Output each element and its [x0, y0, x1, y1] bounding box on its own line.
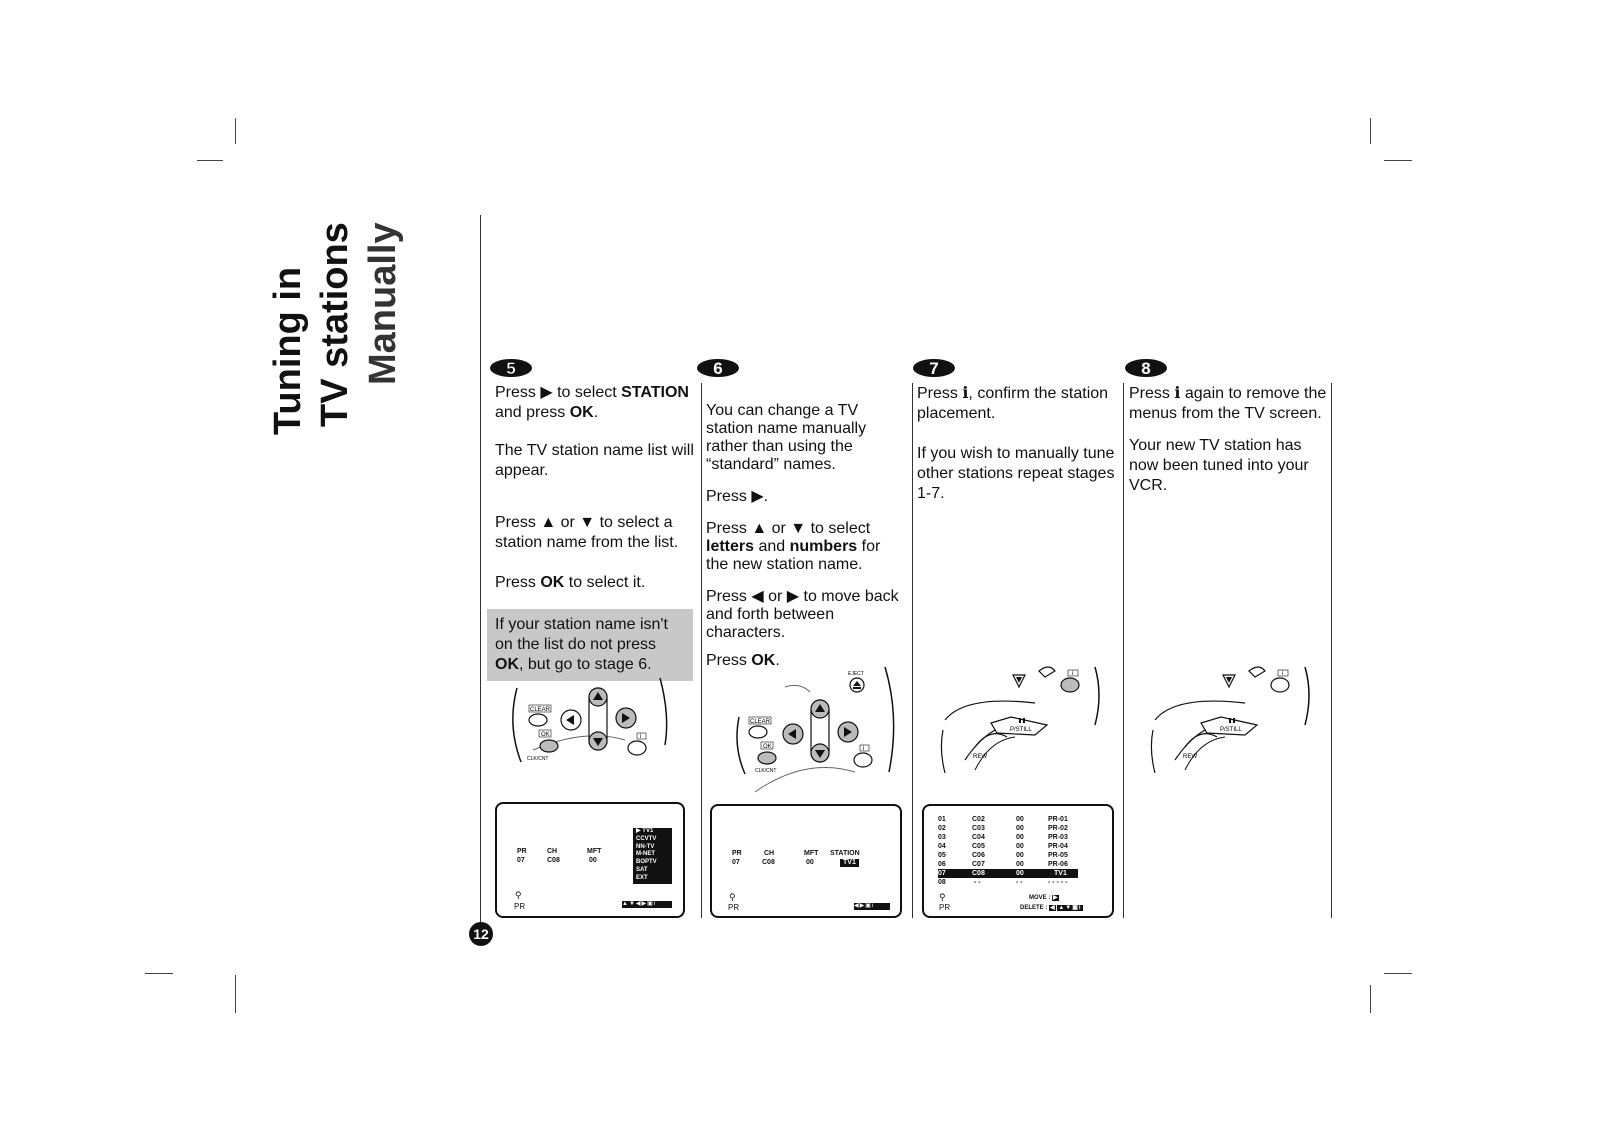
step-7-badge [913, 358, 955, 378]
svg-text:6: 6 [713, 359, 723, 378]
step-5-paragraph: Press OK to select it. [495, 574, 646, 591]
page-number: 12 [469, 922, 493, 946]
step-8-badge [1125, 358, 1167, 378]
svg-text:P/STILL: P/STILL [1010, 727, 1032, 733]
step-6-paragraph: Press ▲ or ▼ to select letters and numbers for the new station name. [706, 520, 881, 573]
station-name-list: ▶ TV1 CCVTV NN-TV M-NET BOPTV SAT EXT [633, 828, 672, 884]
table-row: 02 C03 00 PR-02 [938, 825, 1068, 832]
crop-mark [1384, 160, 1412, 161]
svg-text:OK: OK [763, 744, 772, 750]
step-7-text [917, 383, 1117, 522]
step-5-note: If your station name isn't on the list do not press OK, but go to stage 6. [487, 609, 693, 681]
remote-control-illustration [1145, 665, 1315, 780]
table-row: 03 C04 00 PR-03 [938, 834, 1068, 841]
svg-text:REW: REW [1183, 754, 1197, 760]
column-divider [1123, 383, 1124, 918]
svg-text:P/STILL: P/STILL [1220, 727, 1242, 733]
svg-text:7: 7 [929, 359, 939, 378]
svg-text:EJECT: EJECT [848, 671, 864, 677]
crop-mark [235, 975, 236, 1013]
antenna-icon: ⚲ [939, 892, 946, 902]
svg-text:REW: REW [973, 754, 987, 760]
step-6-badge [697, 358, 739, 378]
svg-text:OK: OK [541, 732, 550, 738]
svg-text:CLK/CNT: CLK/CNT [755, 768, 777, 774]
title-line-3: Manually [362, 222, 404, 385]
tv-screen-step-7: 01 C02 00 PR-01 02 C03 00 PR-02 03 C04 00 PR-03 04 C05 00 PR-04 05 C06 00 PR-05 06 C07 00 PR-06 07 C08 00 TV1 08 - - - - - - - - - ⚲ PR MOVE : ▶ DELETE : ◀ ▲▼▣i [922, 804, 1114, 918]
step-8-text [1129, 383, 1333, 514]
step-6-paragraph: Press ▶. [706, 488, 769, 505]
station-table [938, 815, 1078, 887]
table-row: 06 C07 00 PR-06 [938, 861, 1068, 868]
step-5-paragraph: Press ▲ or ▼ to select a station name from the list. [495, 514, 679, 551]
crop-mark [1384, 973, 1412, 974]
delete-legend: DELETE : ◀ ▲▼▣i [1020, 905, 1082, 911]
title-line-1: Tuning in [267, 266, 309, 435]
move-legend: MOVE : ▶ [1029, 895, 1058, 901]
column-divider [701, 383, 702, 918]
column-divider [912, 383, 913, 918]
tv-screen-step-5: PR CH MFT 07 C08 00 ▶ TV1 CCVTV NN-TV M-NET BOPTV SAT EXT ⚲ PR ▲▼◀▶▣i [495, 802, 685, 918]
svg-text:5: 5 [506, 359, 516, 378]
table-row-selected: 07 C08 00 TV1 [938, 869, 1078, 878]
svg-text:i: i [1072, 671, 1074, 677]
crop-mark [235, 118, 236, 144]
svg-text:CLK/CNT: CLK/CNT [527, 756, 549, 762]
nav-key-icons: ▲▼◀▶▣i [622, 901, 672, 908]
antenna-icon: ⚲ [729, 892, 736, 902]
nav-key-icons: ◀▶▣i [854, 903, 890, 910]
step-5-badge [490, 358, 532, 378]
table-row: 08 - - - - - - - - - [938, 879, 1068, 886]
step-6-paragraph: You can change a TV station name manually rather than using the “standard” names. [706, 402, 867, 473]
step-7-paragraph: Press i, confirm the station placement. [917, 383, 1109, 422]
remote-control-illustration [935, 665, 1105, 780]
table-row: 05 C06 00 PR-05 [938, 852, 1068, 859]
step-6-paragraph: Press ◀ or ▶ to move back and forth between characters. [706, 588, 899, 641]
table-row: 01 C02 00 PR-01 [938, 816, 1068, 823]
crop-mark [197, 160, 223, 161]
svg-text:i: i [640, 734, 642, 740]
table-row: 04 C05 00 PR-04 [938, 843, 1068, 850]
tv-screen-step-6: PR CH MFT STATION 07 C08 00 TV1 ⚲ PR ◀▶▣i [710, 804, 902, 918]
antenna-icon: ⚲ [515, 890, 522, 900]
crop-mark [145, 973, 173, 974]
step-5-paragraph: The TV station name list will appear. [495, 442, 694, 479]
step-5-paragraph: Press ▶ to select STATION and press OK. [495, 384, 689, 421]
column-divider [480, 215, 481, 927]
remote-control-illustration [725, 662, 905, 797]
svg-text:i: i [1282, 671, 1284, 677]
step-8-paragraph: Your new TV station has now been tuned into your VCR. [1129, 437, 1309, 494]
svg-text:8: 8 [1141, 359, 1151, 378]
svg-text:i: i [863, 746, 865, 752]
remote-control-illustration [505, 670, 675, 785]
crop-mark [1370, 985, 1371, 1013]
step-7-paragraph: If you wish to manually tune other stations repeat stages 1-7. [917, 445, 1115, 502]
page-title [255, 205, 415, 440]
step-6-paragraph: Press OK. [706, 652, 780, 669]
step-6-text [706, 402, 906, 688]
step-5-text [495, 383, 700, 681]
step-8-paragraph: Press i again to remove the menus from the TV screen. [1129, 383, 1327, 422]
title-line-2: TV stations [314, 222, 356, 427]
clear-label: CLEAR [530, 707, 551, 713]
crop-mark [1370, 118, 1371, 144]
svg-text:CLEAR: CLEAR [750, 719, 771, 725]
